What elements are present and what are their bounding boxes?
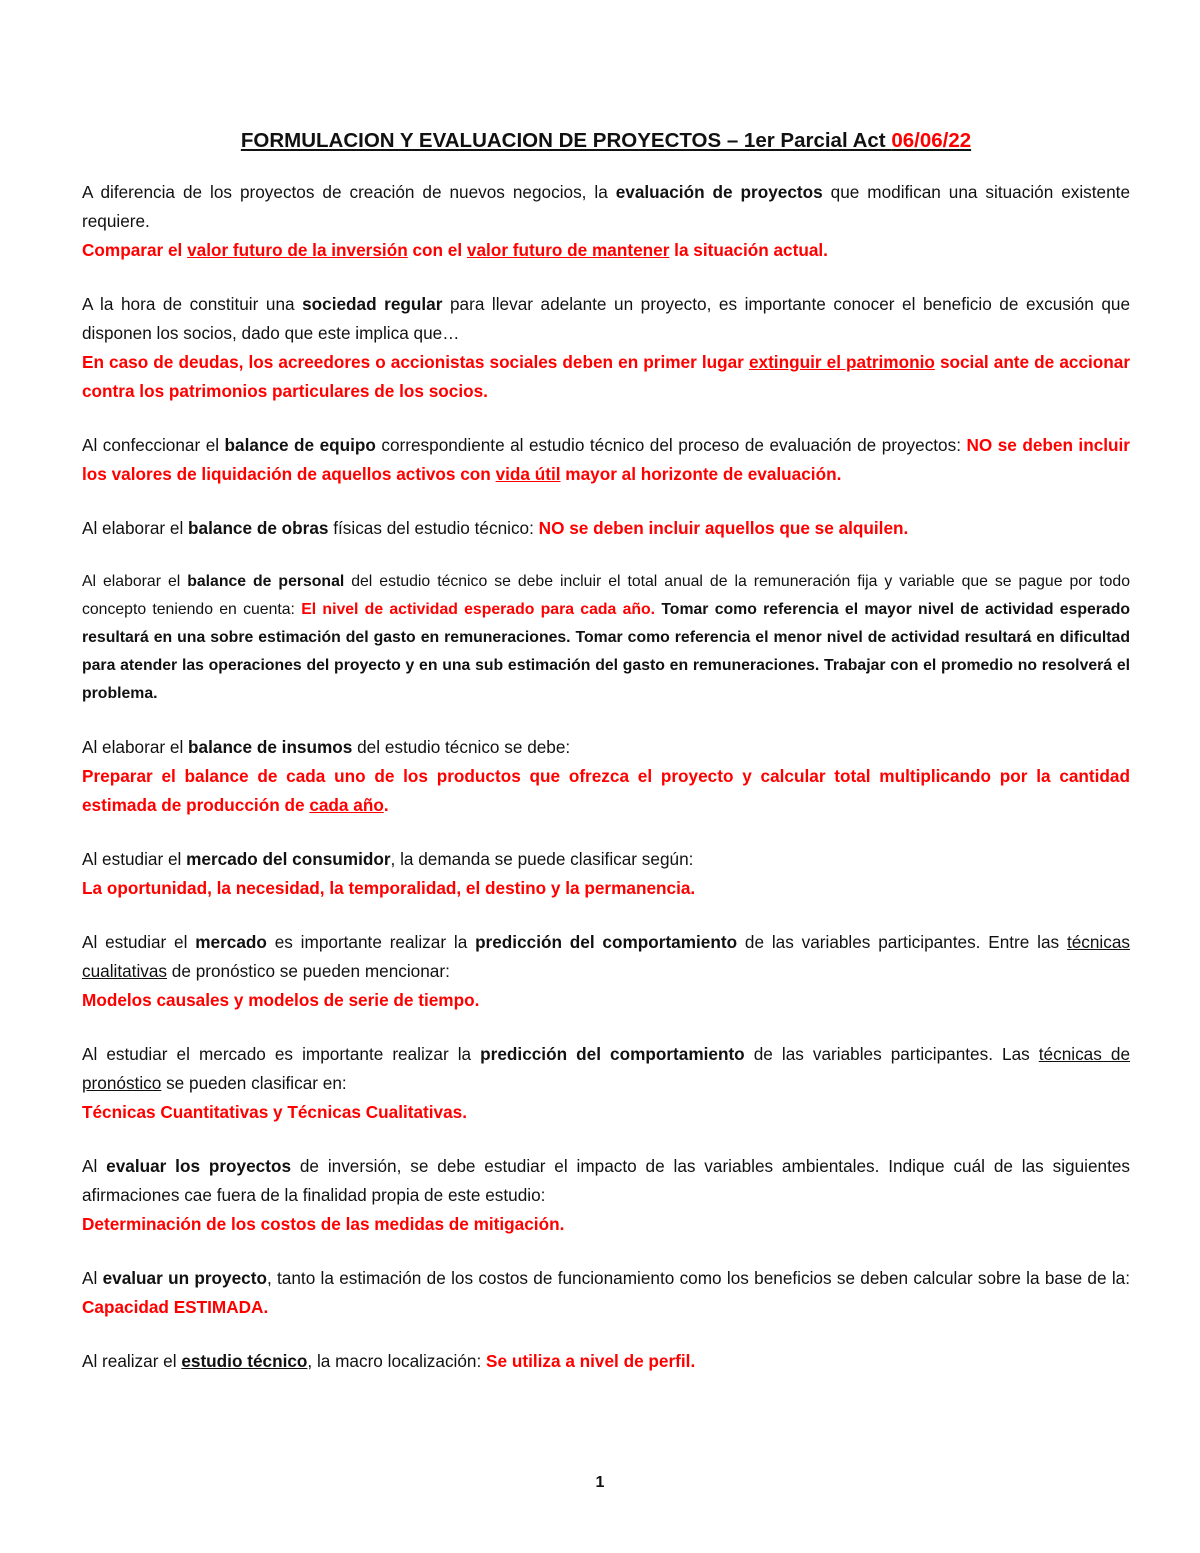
question-3: Al confeccionar el balance de equipo correspondiente al estudio técnico del proceso de evaluación de proyectos: NO se deben incluir los valores de liquidación de aquellos activos con vida útil mayor al horizonte de evaluación. [82,435,1130,484]
question-5: Al elaborar el balance de personal del estudio técnico se debe incluir el total anual de la remuneración fija y variable que se pague por todo concepto teniendo en cuenta: El nivel de actividad esperado para cada año. Tomar como referencia el mayor nivel de actividad esperado resultará en una sobre estimación del gasto en remuneraciones. Tomar como referencia el menor nivel de actividad resultará en dificultad para atender las operaciones del proyecto y en una sub estimación del gasto en remuneraciones. Trabajar con el promedio no resolverá el problema. [82,573,1131,702]
answer-2: En caso de deudas, los acreedores o accionistas sociales deben en primer lugar extinguir el patrimonio social ante de accionar contra los patrimonios particulares de los socios. [82,352,1131,401]
answer-5: El nivel de actividad esperado para cada año. [301,601,656,618]
page-number: 1 [595,1474,605,1491]
answer-11: Capacidad ESTIMADA. [82,1297,269,1317]
answer-10: Determinación de los costos de las medidas de mitigación. [82,1214,565,1234]
question-6: Al elaborar el balance de insumos del estudio técnico se debe: Preparar el balance de cada uno de los productos que ofrezca el proyecto y calcular total multiplicando por la cantidad estimada de producción de cada año. [82,733,1130,820]
question-12: Al realizar el estudio técnico, la macro localización: Se utiliza a nivel de perfil. [82,1351,696,1371]
answer-7: La oportunidad, la necesidad, la temporalidad, el destino y la permanencia. [82,878,696,898]
question-7: Al estudiar el mercado del consumidor, la demanda se puede clasificar según: La oportunidad, la necesidad, la temporalidad, el destino y la permanencia. [82,845,1130,903]
document-title: FORMULACION Y EVALUACION DE PROYECTOS – 1er Parcial Act 06/06/22 [240,129,972,152]
question-8: Al estudiar el mercado es importante realizar la predicción del comportamiento de las variables participantes. Entre las técnicas cualitativas de pronóstico se pueden mencionar: Modelos causales y modelos de serie de tiempo. [82,928,1130,1015]
question-1: A diferencia de los proyectos de creación de nuevos negocios, la evaluación de proyectos que modifican una situación existente requiere. Comparar el valor futuro de la inversión con el valor futuro de mantener la situación actual. [82,178,1130,265]
answer-3: NO se deben incluir los valores de liquidación de aquellos activos con vida útil mayor al horizonte de evaluación. [82,435,1130,484]
question-11: Al evaluar un proyecto, tanto la estimación de los costos de funcionamiento como los beneficios se deben calcular sobre la base de la: Capacidad ESTIMADA. [82,1268,1130,1317]
explanation-5: Tomar como referencia el mayor nivel de actividad esperado resultará en una sobre estimación del gasto en remuneraciones. Tomar como referencia el menor nivel de actividad resultará en dificultad para atender las operaciones del proyecto y en una sub estimación del gasto en remuneraciones. Trabajar con el promedio no resolverá el problema. [82,601,1131,702]
answer-6: Preparar el balance de cada uno de los productos que ofrezca el proyecto y calcular total multiplicando por la cantidad estimada de producción de cada año. [82,766,1130,815]
answer-1: Comparar el valor futuro de la inversión con el valor futuro de mantener la situación actual. [82,240,828,260]
exam-date: 06/06/22 [891,129,972,152]
question-10: Al evaluar los proyectos de inversión, se debe estudiar el impacto de las variables ambientales. Indique cuál de las siguientes afirmaciones cae fuera de la finalidad propia de este estudio: Determinación de los costos de las medidas de mitigación. [82,1152,1130,1239]
answer-4: NO se deben incluir aquellos que se alquilen. [538,518,909,538]
answer-8: Modelos causales y modelos de serie de tiempo. [82,990,480,1010]
question-9: Al estudiar el mercado es importante realizar la predicción del comportamiento de las variables participantes. Las técnicas de pronóstico se pueden clasificar en: Técnicas Cuantitativas y Técnicas Cualitativas. [82,1040,1130,1127]
question-2: A la hora de constituir una sociedad regular para llevar adelante un proyecto, es importante conocer el beneficio de excusión que disponen los socios, dado que este implica que… En caso de deudas, los acreedores o accionistas sociales deben en primer lugar extinguir el patrimonio social ante de accionar contra los patrimonios particulares de los socios. [82,290,1130,406]
answer-12: Se utiliza a nivel de perfil. [486,1351,696,1371]
answer-9: Técnicas Cuantitativas y Técnicas Cualitativas. [82,1102,467,1122]
question-4: Al elaborar el balance de obras físicas del estudio técnico: NO se deben incluir aquellos que se alquilen. [82,518,909,538]
